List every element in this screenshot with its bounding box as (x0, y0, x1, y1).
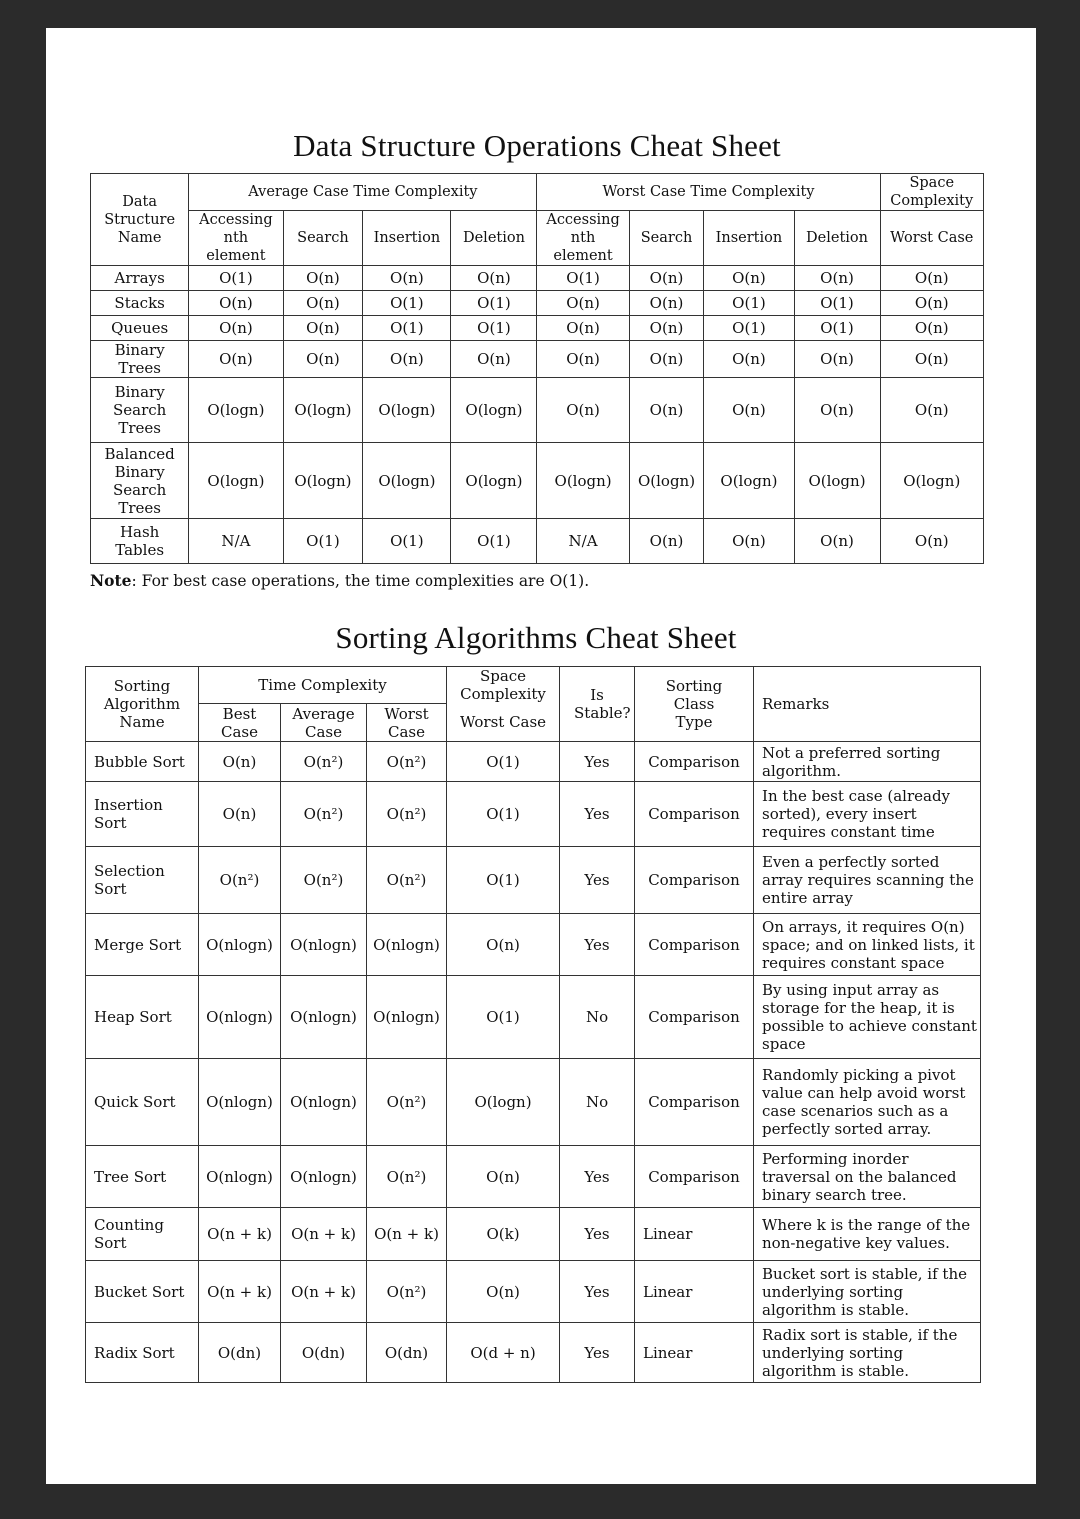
sa-row-name: Radix Sort (86, 1323, 199, 1383)
sa-cell-class: Comparison (635, 914, 754, 976)
sa-cell-remarks: By using input array as storage for the heap, it is possible to achieve constant space (754, 976, 981, 1059)
sa-cell-space: O(d + n) (447, 1323, 560, 1383)
ds-row (91, 378, 984, 443)
sa-row (86, 782, 981, 847)
ds-cell: O(n) (363, 266, 451, 291)
ds-title: Data Structure Operations Cheat Sheet (293, 128, 781, 163)
note-text: : For best case operations, the time complexities are O(1). (131, 572, 590, 590)
sa-cell-remarks: Performing inorder traversal on the balanced binary search tree. (754, 1146, 981, 1208)
ds-cell: O(1) (363, 316, 451, 341)
ds-row-name: Binary Search Trees (91, 378, 189, 443)
sa-cell-class: Comparison (635, 1146, 754, 1208)
sa-title: Sorting Algorithms Cheat Sheet (335, 620, 737, 655)
sa-cell-worst: O(dn) (367, 1323, 447, 1383)
sa-body (86, 742, 981, 1383)
ds-cell: O(logn) (363, 378, 451, 443)
ds-cell: O(n) (451, 266, 537, 291)
sa-row (86, 1146, 981, 1208)
sa-cell-space: O(k) (447, 1208, 560, 1261)
ds-cell: O(n) (283, 341, 363, 378)
ds-cell: O(n) (629, 341, 704, 378)
ds-cell: O(n) (794, 266, 880, 291)
ds-name-header: Data Structure Name (91, 174, 189, 266)
ds-cell: O(n) (189, 341, 283, 378)
ds-cell: O(n) (880, 341, 983, 378)
ds-subheader-row (91, 211, 984, 266)
ds-subheader: Search (629, 211, 704, 266)
ds-cell: O(n) (363, 341, 451, 378)
sa-cell-space: O(1) (447, 847, 560, 914)
sa-row (86, 976, 981, 1059)
sa-row-name: Tree Sort (86, 1146, 199, 1208)
sa-table (85, 666, 981, 1383)
ds-cell: O(n) (537, 341, 629, 378)
ds-cell: O(1) (537, 266, 629, 291)
sa-cell-remarks: Bucket sort is stable, if the underlying sorting algorithm is stable. (754, 1261, 981, 1323)
sa-subheader: Worst Case (367, 704, 447, 742)
ds-cell: O(logn) (537, 443, 629, 519)
ds-cell: O(n) (704, 266, 794, 291)
sa-cell-stable: Yes (560, 1208, 635, 1261)
sa-cell-worst: O(n²) (367, 1261, 447, 1323)
ds-cell: O(n) (704, 341, 794, 378)
ds-cell: O(n) (283, 291, 363, 316)
sa-cell-avg: O(nlogn) (281, 976, 367, 1059)
ds-cell: O(1) (794, 291, 880, 316)
sa-cell-stable: Yes (560, 1146, 635, 1208)
ds-cell: N/A (537, 519, 629, 564)
ds-cell: O(n) (629, 266, 704, 291)
sa-cell-class: Linear (635, 1323, 754, 1383)
sa-cell-avg: O(n + k) (281, 1208, 367, 1261)
ds-cell: O(n) (451, 341, 537, 378)
sa-row-name: Selection Sort (86, 847, 199, 914)
sa-row (86, 847, 981, 914)
ds-row-name: Stacks (91, 291, 189, 316)
sa-cell-best: O(nlogn) (199, 914, 281, 976)
ds-cell: O(n) (704, 519, 794, 564)
ds-cell: N/A (189, 519, 283, 564)
ds-cell: O(n) (629, 316, 704, 341)
sa-cell-remarks: On arrays, it requires O(n) space; and on linked lists, it requires constant space (754, 914, 981, 976)
ds-cell: O(1) (451, 519, 537, 564)
sa-row-name: Counting Sort (86, 1208, 199, 1261)
ds-cell: O(logn) (451, 443, 537, 519)
sa-subheader: Average Case (281, 704, 367, 742)
ds-row (91, 341, 984, 378)
ds-worst-header: Worst Case Time Complexity (537, 174, 880, 211)
ds-cell: O(logn) (629, 443, 704, 519)
ds-cell: O(logn) (283, 378, 363, 443)
ds-header-row (91, 174, 984, 211)
sa-cell-best: O(n) (199, 742, 281, 782)
sa-cell-space: O(n) (447, 1146, 560, 1208)
sa-cell-class: Comparison (635, 847, 754, 914)
sa-cell-class: Comparison (635, 782, 754, 847)
ds-cell: O(n) (189, 316, 283, 341)
ds-cell: O(n) (537, 378, 629, 443)
sa-row-name: Merge Sort (86, 914, 199, 976)
sa-cell-worst: O(nlogn) (367, 976, 447, 1059)
sa-cell-space: O(n) (447, 914, 560, 976)
cheat-sheet-page (46, 28, 1036, 1484)
ds-cell: O(n) (880, 519, 983, 564)
ds-cell: O(n) (283, 266, 363, 291)
sa-cell-best: O(nlogn) (199, 1059, 281, 1146)
sa-cell-worst: O(n + k) (367, 1208, 447, 1261)
sa-cell-remarks: Radix sort is stable, if the underlying sorting algorithm is stable. (754, 1323, 981, 1383)
ds-row (91, 291, 984, 316)
sa-row (86, 1208, 981, 1261)
ds-row-name: Balanced Binary Search Trees (91, 443, 189, 519)
sa-cell-remarks: Randomly picking a pivot value can help avoid worst case scenarios such as a perfectly sorted array. (754, 1059, 981, 1146)
ds-row-name: Queues (91, 316, 189, 341)
sa-cell-stable: No (560, 976, 635, 1059)
sa-remarks-header: Remarks (754, 667, 981, 742)
ds-cell: O(1) (451, 291, 537, 316)
ds-cell: O(n) (794, 519, 880, 564)
sa-cell-best: O(nlogn) (199, 976, 281, 1059)
ds-cell: O(1) (189, 266, 283, 291)
sa-cell-worst: O(n²) (367, 1146, 447, 1208)
sa-row-name: Quick Sort (86, 1059, 199, 1146)
ds-cell: O(n) (629, 378, 704, 443)
sa-subheader: Best Case (199, 704, 281, 742)
sa-cell-best: O(n) (199, 782, 281, 847)
sa-name-header: Sorting Algorithm Name (86, 667, 199, 742)
sa-row-name: Bucket Sort (86, 1261, 199, 1323)
ds-subheader: Deletion (451, 211, 537, 266)
sa-cell-stable: Yes (560, 1323, 635, 1383)
sa-cell-worst: O(n²) (367, 782, 447, 847)
ds-cell: O(1) (363, 519, 451, 564)
ds-table (90, 173, 984, 564)
sa-row (86, 914, 981, 976)
ds-cell: O(1) (363, 291, 451, 316)
sa-cell-best: O(dn) (199, 1323, 281, 1383)
note (90, 571, 589, 590)
ds-cell: O(n) (880, 266, 983, 291)
ds-row-name: Hash Tables (91, 519, 189, 564)
ds-subheader: Search (283, 211, 363, 266)
sa-row-name: Bubble Sort (86, 742, 199, 782)
ds-cell: O(n) (704, 378, 794, 443)
sa-cell-avg: O(nlogn) (281, 1146, 367, 1208)
sa-cell-avg: O(nlogn) (281, 914, 367, 976)
ds-cell: O(1) (704, 316, 794, 341)
ds-cell: O(logn) (451, 378, 537, 443)
sa-space-header: Space Complexity (447, 667, 560, 704)
ds-cell: O(logn) (189, 443, 283, 519)
sa-cell-worst: O(n²) (367, 847, 447, 914)
sa-cell-class: Comparison (635, 742, 754, 782)
ds-cell: O(n) (283, 316, 363, 341)
ds-cell: O(n) (629, 291, 704, 316)
sa-stable-header: Is Stable? (560, 667, 635, 742)
ds-subheader: Deletion (794, 211, 880, 266)
ds-row (91, 316, 984, 341)
sa-cell-remarks: Even a perfectly sorted array requires scanning the entire array (754, 847, 981, 914)
ds-subheader: Insertion (363, 211, 451, 266)
sa-cell-avg: O(dn) (281, 1323, 367, 1383)
ds-row (91, 266, 984, 291)
sa-cell-class: Comparison (635, 1059, 754, 1146)
ds-subheader: Insertion (704, 211, 794, 266)
note-label: Note (90, 571, 132, 590)
sa-cell-stable: Yes (560, 782, 635, 847)
sa-cell-space: O(1) (447, 742, 560, 782)
sa-row (86, 742, 981, 782)
sa-cell-remarks: In the best case (already sorted), every insert requires constant time (754, 782, 981, 847)
sa-cell-stable: Yes (560, 742, 635, 782)
ds-cell: O(n) (629, 519, 704, 564)
sa-cell-stable: Yes (560, 914, 635, 976)
sa-row (86, 1261, 981, 1323)
ds-cell: O(n) (537, 316, 629, 341)
sa-cell-space: O(1) (447, 976, 560, 1059)
ds-cell: O(n) (537, 291, 629, 316)
sa-cell-avg: O(n + k) (281, 1261, 367, 1323)
ds-cell: O(logn) (283, 443, 363, 519)
ds-cell: O(1) (704, 291, 794, 316)
ds-cell: O(logn) (704, 443, 794, 519)
ds-cell: O(n) (794, 341, 880, 378)
sa-cell-stable: No (560, 1059, 635, 1146)
ds-row-name: Arrays (91, 266, 189, 291)
sa-cell-worst: O(n²) (367, 742, 447, 782)
sa-cell-stable: Yes (560, 1261, 635, 1323)
sa-cell-best: O(n²) (199, 847, 281, 914)
ds-cell: O(n) (794, 378, 880, 443)
sa-cell-class: Linear (635, 1261, 754, 1323)
sa-cell-space: O(1) (447, 782, 560, 847)
ds-subheader: Worst Case (880, 211, 983, 266)
sa-row-name: Insertion Sort (86, 782, 199, 847)
sa-row-name: Heap Sort (86, 976, 199, 1059)
sa-cell-stable: Yes (560, 847, 635, 914)
ds-cell: O(n) (880, 316, 983, 341)
ds-space-header: Space Complexity (880, 174, 983, 211)
ds-cell: O(logn) (189, 378, 283, 443)
ds-cell: O(logn) (794, 443, 880, 519)
ds-cell: O(n) (880, 378, 983, 443)
sa-cell-space: O(logn) (447, 1059, 560, 1146)
ds-cell: O(logn) (363, 443, 451, 519)
sa-cell-avg: O(nlogn) (281, 1059, 367, 1146)
sa-cell-class: Comparison (635, 976, 754, 1059)
ds-row-name: Binary Trees (91, 341, 189, 378)
sa-cell-avg: O(n²) (281, 847, 367, 914)
sa-cell-worst: O(nlogn) (367, 914, 447, 976)
sa-cell-worst: O(n²) (367, 1059, 447, 1146)
sa-cell-space: O(n) (447, 1261, 560, 1323)
ds-cell: O(1) (283, 519, 363, 564)
ds-avg-header: Average Case Time Complexity (189, 174, 537, 211)
ds-cell: O(logn) (880, 443, 983, 519)
ds-cell: O(n) (189, 291, 283, 316)
ds-body (91, 266, 984, 564)
sa-subheader: Worst Case (447, 704, 560, 742)
sa-cell-class: Linear (635, 1208, 754, 1261)
sa-class-header: Sorting Class Type (635, 667, 754, 742)
sa-cell-avg: O(n²) (281, 782, 367, 847)
ds-cell: O(1) (794, 316, 880, 341)
ds-row (91, 519, 984, 564)
sa-row (86, 1323, 981, 1383)
ds-cell: O(1) (451, 316, 537, 341)
sa-time-header: Time Complexity (199, 667, 447, 704)
ds-row (91, 443, 984, 519)
sa-cell-remarks: Where k is the range of the non-negative key values. (754, 1208, 981, 1261)
sa-row (86, 1059, 981, 1146)
sa-cell-avg: O(n²) (281, 742, 367, 782)
sa-cell-best: O(nlogn) (199, 1146, 281, 1208)
sa-cell-remarks: Not a preferred sorting algorithm. (754, 742, 981, 782)
sa-cell-best: O(n + k) (199, 1261, 281, 1323)
ds-subheader: Accessing nth element (537, 211, 629, 266)
ds-subheader: Accessing nth element (189, 211, 283, 266)
ds-cell: O(n) (880, 291, 983, 316)
sa-cell-best: O(n + k) (199, 1208, 281, 1261)
sa-header-row (86, 667, 981, 704)
